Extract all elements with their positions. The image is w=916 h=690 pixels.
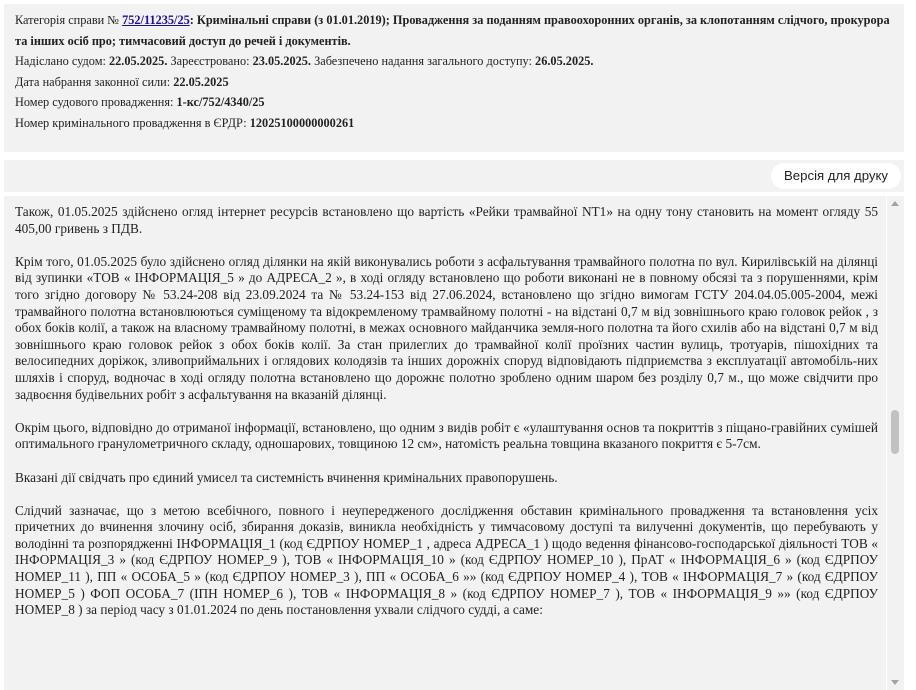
document-paragraph: Також, 01.05.2025 здійснено огляд інтернет ресурсів встановлено що вартість «Рейки трамвайної NT1» на одну тону становить на момент огляду 55 405,00 гривень з ПДВ. (15, 204, 878, 236)
scroll-down-arrow-icon[interactable] (891, 680, 899, 685)
document-paragraph: Слідчий зазначає, що з метою всебічного, повного і неупередженого дослідження обставин кримінального провадження та встановлення усіх причетних до вчинення злочину осіб, збирання доказів, виникла необхідність у тимчасовому доступі та вилученні документів, що перебувають у володінні та розпорядженні ІНФОРМАЦІЯ_1 (код ЄДРПОУ НОМЕР_1 , адреса АДРЕСА_1 ) щодо ведення фінансово-господарської діяльності ТОВ « ІНФОРМАЦІЯ_3 » (код ЄДРПОУ НОМЕР_9 ), ТОВ « ІНФОРМАЦІЯ_10 » (код ЄДРПОУ НОМЕР_10 ), ПрАТ « ІНФОРМАЦІЯ_6 » (код ЄДРПОУ НОМЕР_11 ), ПП « ОСОБА_5 » (код ЄДРПОУ НОМЕР_3 ), ПП « ОСОБА_6 »» (код ЄДРПОУ НОМЕР_4 ), ТОВ « ІНФОРМАЦІЯ_7 » (код ЄДРПОУ НОМЕР_5 ) ФОП ОСОБА_7 (ІПН НОМЕР_6 ), ТОВ « ІНФОРМАЦІЯ_8 » (код ЄДРПОУ НОМЕР_7 ), ТОВ « ІНФОРМАЦІЯ_9 »» (код ЄДРПОУ НОМЕР_8 ) за період часу з 01.01.2024 по день постановлення ухвали слідчого судді, а саме: (15, 502, 878, 618)
scroll-thumb[interactable] (891, 410, 899, 454)
registered-date: 23.05.2025. (252, 54, 312, 68)
access-label: Забезпечено надання загального доступу: (311, 54, 536, 68)
effective-date-row (15, 72, 894, 93)
document-text (4, 196, 886, 619)
effective-date: 22.05.2025 (173, 74, 229, 89)
sent-date: 22.05.2025. (108, 54, 168, 68)
dates-row (15, 51, 894, 72)
registered-label: Зареєстровано: (167, 54, 253, 68)
print-toolbar (4, 160, 904, 192)
criminal-proceeding-row (15, 113, 894, 134)
document-body[interactable] (4, 196, 886, 690)
court-proc-number: 1-кс/752/4340/25 (176, 95, 265, 109)
document-paragraph: Окрім цього, відповідно до отриманої інформації, встановлено, що одним з видів робіт є «улаштування основ та покриттів з піщано-гравійних сумішей оптимального гранулометричного складу, одношарових, товщиною 12 см», натомість реальна товщина вказаного покриття є 5-7см. (15, 419, 878, 452)
criminal-proc-label: Номер кримінального провадження в ЄРДР: (15, 115, 250, 130)
case-category-row (15, 10, 894, 51)
court-proceeding-row (15, 92, 894, 113)
category-label: Категорія справи № (15, 13, 123, 27)
effective-label: Дата набрання законної сили: (15, 74, 174, 89)
case-info-panel (4, 4, 904, 152)
criminal-proc-number: 12025100000000261 (249, 115, 355, 130)
case-number-link[interactable]: 752/11235/25 (122, 13, 190, 27)
print-version-button[interactable]: Версія для друку (771, 163, 901, 189)
access-date: 26.05.2025. (535, 54, 594, 68)
document-scrollbar[interactable] (887, 196, 904, 690)
category-text: : Кримінальні справи (з 01.01.2019); Провадження за поданням правоохоронних органів, за клопотанням слідчого, прокурора та інших осіб про; тимчасовий доступ до речей і документів. (15, 13, 890, 48)
sent-label: Надіслано судом: (15, 54, 109, 68)
document-paragraph: Вказані дії свідчать про єдиний умисел та системність вчинення кримінальних правопорушень. (15, 469, 558, 485)
court-proc-label: Номер судового провадження: (15, 95, 177, 109)
document-paragraph: Крім того, 01.05.2025 було здійснено огляд ділянки на якій виконувались роботи з асфальтування трамвайного полотна по вул. Кирилівській на ділянці від зупинки «ТОВ « ІНФОРМАЦІЯ_5 » до АДРЕСА_2 », в ході огляду встановлено що роботи виконані не в повному обсязі та з порушеннями, крім того згідно договору № 53.24-208 від 23.09.2024 та № 53.24-153 від 27.06.2024, встановлено що згідно вимогам ГСТУ 204.04.05.005-2004, межі трамвайного полотна встановлюються суміщеному та відокремленому трамвайному полотні - на відстані 0,7 м від зовнішнього краю головок рейок , з обох боків колії, а також на власному трамвайному полотні, в межах основного майданчика земля-ного полотна та його схилів або на відстані 0,7 м від зовнішнього краю головок рейок з обох боків колії. За стан прилеглих до трамвайної колії проїзних частин вулиць, тротуарів, пішохідних та велосипедних доріжок, зливоприймальних і оглядових колодязів та інших дорожніх споруд відповідають підприємства з експлуатації автомобіль-них шляхів і споруд, водночас в ході огляду полотна встановлено що дорожнє полотно зроблено одним шаром без розділу 0,7 м., що може свідчити про задвоєння будівельних робіт з асфальтування на вказаній ділянці. (15, 253, 878, 402)
scroll-up-arrow-icon[interactable] (891, 201, 899, 206)
